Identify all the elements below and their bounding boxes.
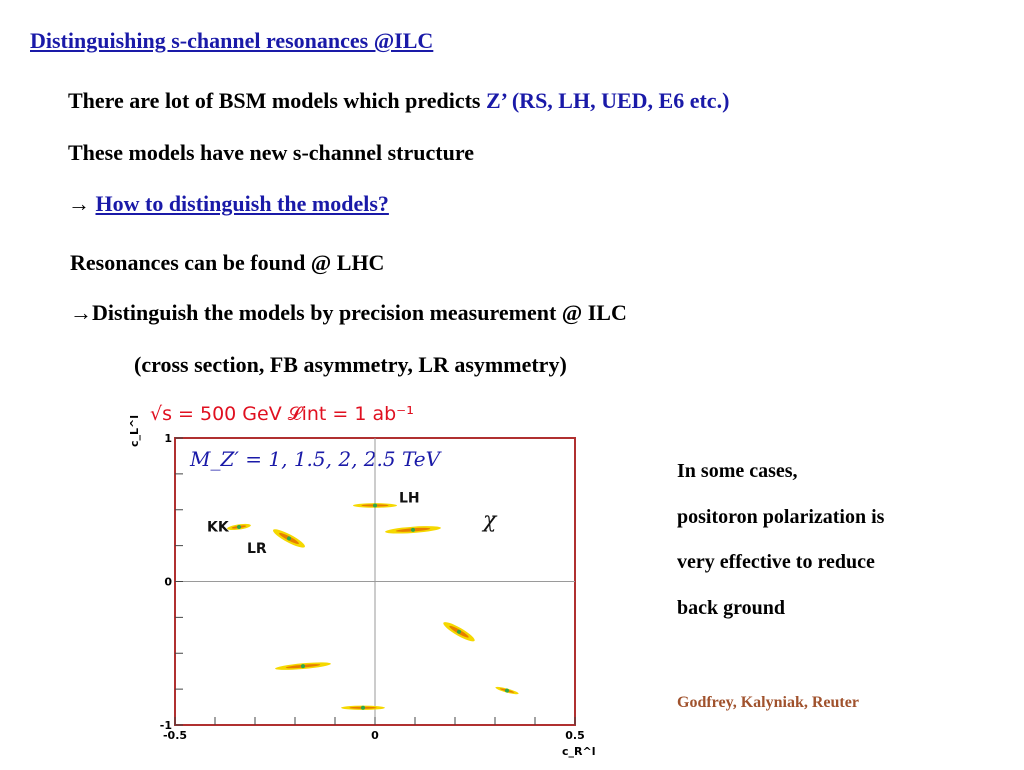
arrow-icon: → <box>70 300 92 325</box>
slide-title: Distinguishing s-channel resonances @ILC <box>30 28 434 53</box>
model-label: χ <box>483 507 497 533</box>
coupling-plot-svg <box>130 395 615 765</box>
ilc-precision-text: Distinguish the models by precision measurement @ ILC <box>92 300 627 325</box>
distinguish-question-line <box>68 191 389 217</box>
measurement-ellipse <box>341 706 385 710</box>
model-label: LH <box>399 490 420 507</box>
schannel-structure-line: These models have new s-channel structure <box>68 140 474 165</box>
mass-label: M_Z′ = 1, 1.5, 2, 2.5 TeV <box>190 447 441 471</box>
distinguish-models-link[interactable]: How to distinguish the models? <box>95 191 389 216</box>
bsm-models-line <box>68 88 729 114</box>
y-axis-label: c_L^l <box>128 414 141 447</box>
coupling-plot <box>130 395 615 765</box>
credit-text: Godfrey, Kalyniak, Reuter <box>677 694 859 711</box>
side-text-line-2: positoron polarization is <box>677 506 885 528</box>
ellipse-center <box>373 503 377 507</box>
lhc-line: Resonances can be found @ LHC <box>70 250 385 275</box>
arrow-icon: → <box>68 191 90 216</box>
side-text-line-1: In some cases, <box>677 460 798 482</box>
y-tick-label: -1 <box>159 719 172 732</box>
ellipse-center <box>361 706 365 710</box>
x-tick-label: 0 <box>371 729 379 742</box>
x-axis-label: c_R^l <box>562 745 596 758</box>
x-tick-label: 0.5 <box>565 729 585 742</box>
y-tick-label: 0 <box>164 575 172 589</box>
chart-title: √s = 500 GeV 𝓛int = 1 ab⁻¹ <box>150 403 414 425</box>
observables-line: (cross section, FB asymmetry, LR asymmetry) <box>134 352 567 377</box>
side-text-line-3: very effective to reduce <box>677 551 875 573</box>
model-label: LR <box>247 540 267 557</box>
ilc-precision-line <box>70 300 627 326</box>
zprime-models-text: Z’ (RS, LH, UED, E6 etc.) <box>485 88 730 113</box>
bsm-models-text: There are lot of BSM models which predicts <box>68 88 486 113</box>
side-text-line-4: back ground <box>677 597 786 619</box>
measurement-ellipse <box>353 503 397 508</box>
model-label: KK <box>207 519 229 536</box>
y-tick-label: 1 <box>164 432 172 445</box>
x-tick-label: -0.5 <box>162 729 188 742</box>
